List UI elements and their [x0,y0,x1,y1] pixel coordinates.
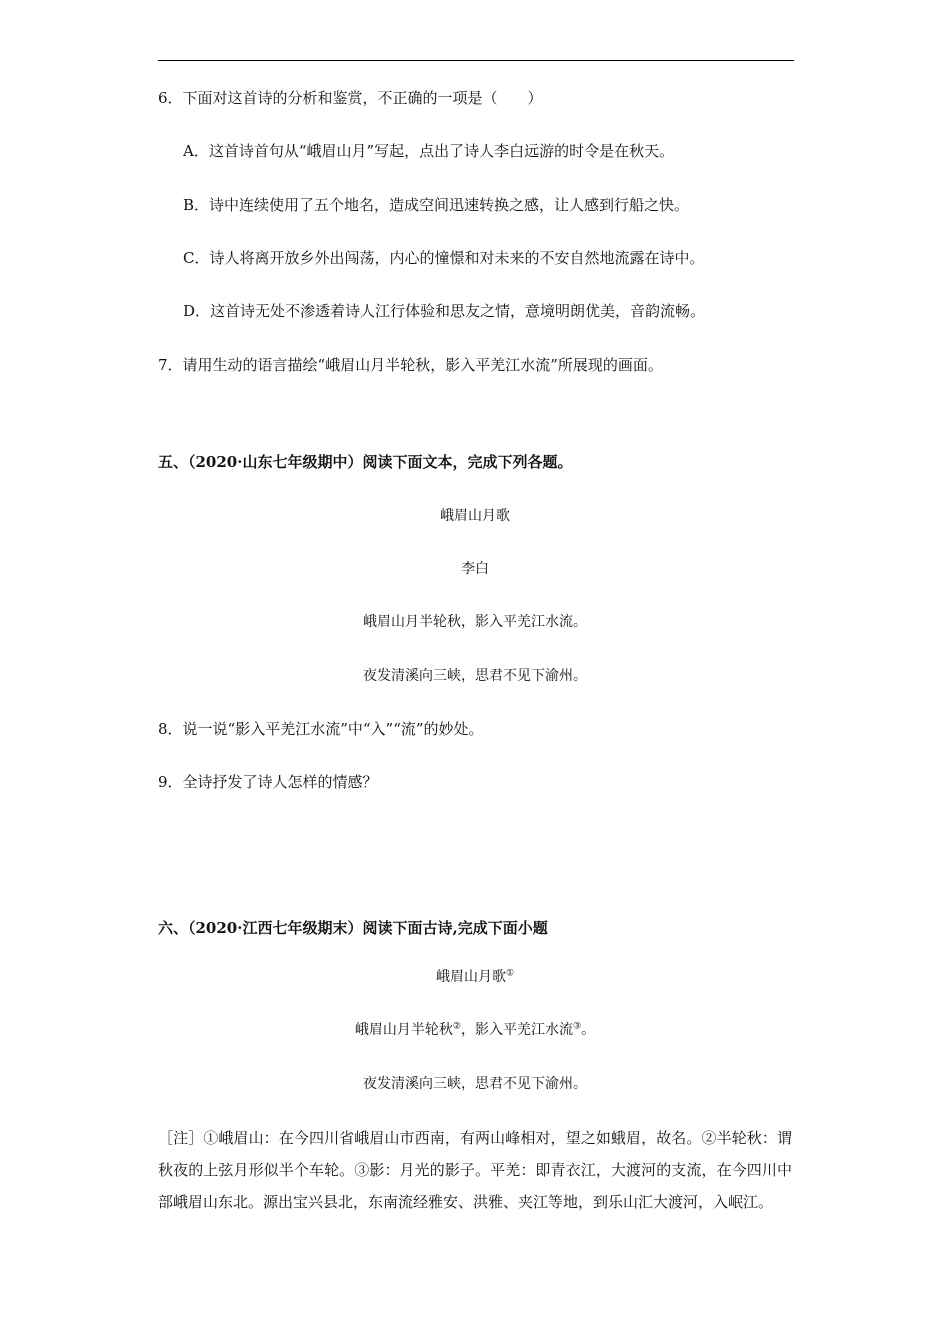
header-rule [158,60,794,61]
poem-line-1-part-a: 峨眉山月半轮秋 [354,1022,453,1038]
footnote-mark-2: ② [452,1021,461,1032]
section-6-annotation: ［注］①峨眉山：在今四川省峨眉山市西南，有两山峰相对，望之如蛾眉，故名。②半轮秋：谓秋夜的上弦月形似半个车轮。③影：月光的影子。平羌：即青衣江，大渡河的支流，在今四川中部峨眉山东北。源出宝兴县北，东南流经雅安、洪雅、夹江等地，到乐山汇大渡河，入岷江。 [158,1129,792,1211]
section-6-poem-line-2: 夜发清溪向三峡，思君不见下渝州。 [363,1076,587,1092]
section-5-poem-line-2: 夜发清溪向三峡，思君不见下渝州。 [363,668,587,684]
footnote-mark-3: ③ [573,1021,582,1032]
poem-line-1-part-b: ，影入平羌江水流 [461,1022,573,1038]
section-5-poem-title: 峨眉山月歌 [440,508,510,524]
section-6-poem-title-text: 峨眉山月歌 [435,969,506,985]
question-6-option-b: B．诗中连续使用了五个地名，造成空间迅速转换之感，让人感到行船之快。 [183,196,690,214]
section-5-poem-line-1: 峨眉山月半轮秋，影入平羌江水流。 [363,614,587,630]
question-7: 7．请用生动的语言描绘“峨眉山月半轮秋，影入平羌江水流”所展现的画面。 [158,356,663,374]
poem-line-1-part-c: 。 [581,1022,596,1038]
question-6-stem: 6．下面对这首诗的分析和鉴赏，不正确的一项是（ ） [158,89,543,107]
question-6-option-d: D．这首诗无处不渗透着诗人江行体验和思友之情，意境明朗优美，音韵流畅。 [183,302,706,320]
section-5-heading: 五、（2020·山东七年级期中）阅读下面文本，完成下列各题。 [158,453,573,471]
section-6-poem-line-1 [0,1020,950,1040]
footnote-mark-1: ① [505,968,515,979]
question-9: 9．全诗抒发了诗人怎样的情感？ [158,773,378,791]
section-5-poem-author: 李白 [461,561,489,577]
section-6-heading: 六、（2020·江西七年级期末）阅读下面古诗,完成下面小题 [158,919,548,937]
question-8: 8．说一说“影入平羌江水流”中“入”“流”的妙处。 [158,720,484,738]
question-6-option-a: A．这首诗首句从“峨眉山月”写起，点出了诗人李白远游的时令是在秋天。 [183,142,675,160]
section-6-poem-title [0,967,950,987]
question-6-option-c: C．诗人将离开放乡外出闯荡，内心的憧憬和对未来的不安自然地流露在诗中。 [183,249,705,267]
